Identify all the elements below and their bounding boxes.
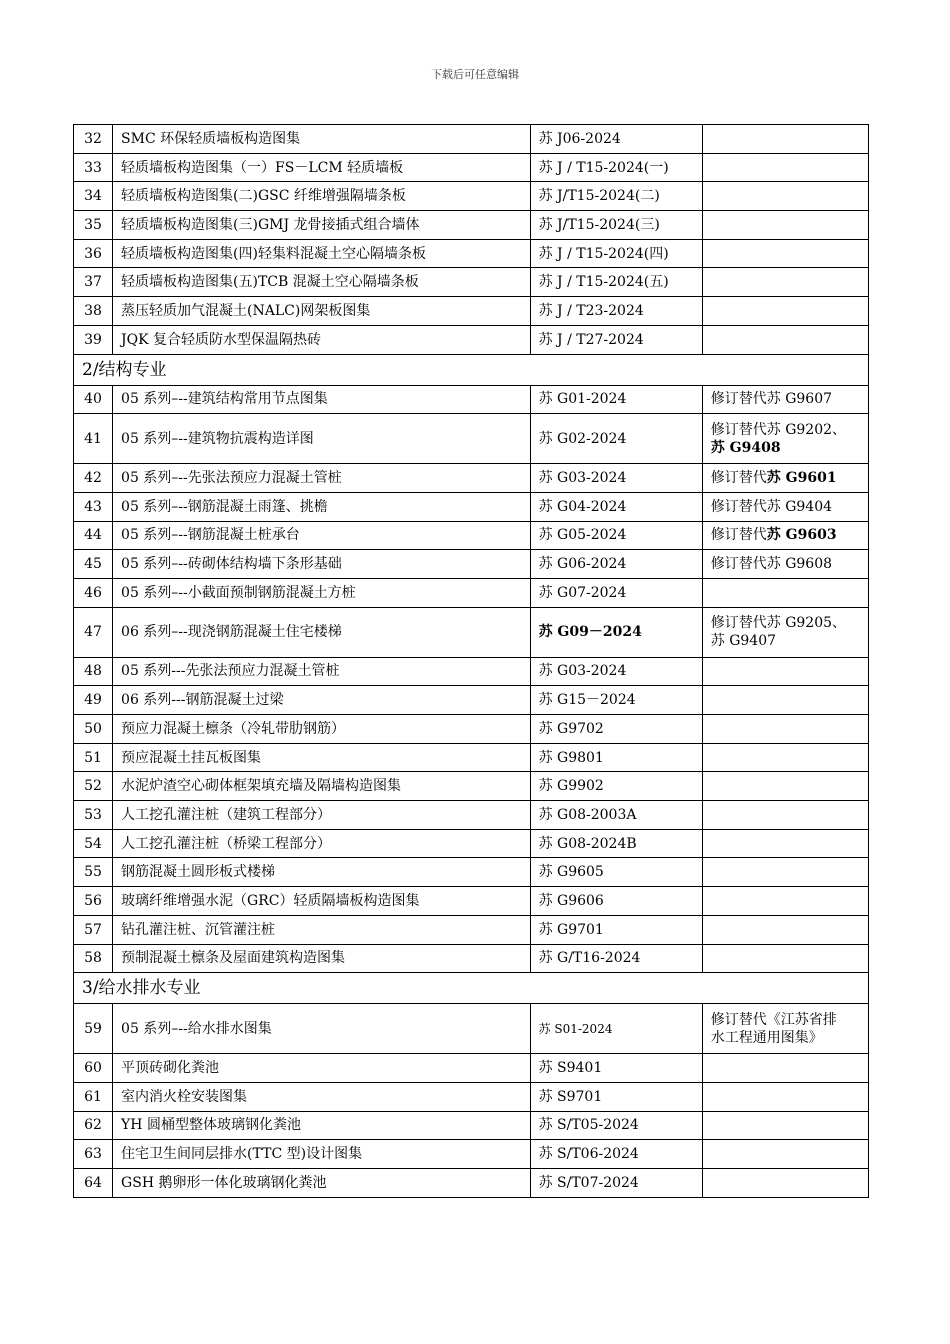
table-row (74, 772, 869, 801)
revision-note (702, 858, 868, 887)
atlas-name: 05 系列–--先张法预应力混凝土管桩 (113, 464, 531, 493)
revision-note-text: 修订替代苏 G9202、 (710, 421, 847, 438)
revision-note-code: 苏 G9603 (766, 527, 837, 544)
revision-note (702, 492, 868, 521)
row-number: 41 (74, 414, 113, 464)
row-number: 49 (74, 686, 113, 715)
table-row (74, 1054, 869, 1083)
revision-note (702, 1140, 868, 1169)
table-row (74, 550, 869, 579)
atlas-code: 苏 S/T06-2024 (530, 1140, 702, 1169)
table-row (74, 297, 869, 326)
row-number: 43 (74, 492, 113, 521)
revision-note (702, 1168, 868, 1197)
table-row (74, 1111, 869, 1140)
table-row (74, 657, 869, 686)
table-row (74, 239, 869, 268)
atlas-code: 苏 G9801 (530, 743, 702, 772)
atlas-name: GSH 鹅卵形一体化玻璃钢化粪池 (113, 1168, 531, 1197)
table-row (74, 1140, 869, 1169)
section-header-row (74, 354, 869, 385)
row-number: 42 (74, 464, 113, 493)
table-row (74, 464, 869, 493)
table-row (74, 1004, 869, 1054)
table-row (74, 743, 869, 772)
table-row (74, 801, 869, 830)
row-number: 58 (74, 944, 113, 973)
atlas-code: 苏 J / T27-2024 (530, 325, 702, 354)
table-row (74, 325, 869, 354)
revision-note-code: 苏 G9601 (766, 470, 837, 487)
row-number: 62 (74, 1111, 113, 1140)
atlas-code: 苏 G9702 (530, 715, 702, 744)
atlas-name: 预应力混凝土檩条（冷轧带肋钢筋） (113, 715, 531, 744)
atlas-name: 人工挖孔灌注桩（桥梁工程部分） (113, 829, 531, 858)
revision-note (702, 211, 868, 240)
revision-note (702, 1054, 868, 1083)
atlas-code: 苏 G9605 (530, 858, 702, 887)
atlas-code: 苏 G03-2024 (530, 464, 702, 493)
table-row (74, 887, 869, 916)
atlas-name: 室内消火栓安装图集 (113, 1082, 531, 1111)
atlas-code: 苏 G/T16-2024 (530, 944, 702, 973)
atlas-name: 蒸压轻质加气混凝土(NALC)网架板图集 (113, 297, 531, 326)
row-number: 39 (74, 325, 113, 354)
atlas-code: 苏 G9902 (530, 772, 702, 801)
revision-note (702, 1082, 868, 1111)
atlas-name: 住宅卫生间同层排水(TTC 型)设计图集 (113, 1140, 531, 1169)
atlas-code: 苏 G07-2024 (530, 578, 702, 607)
revision-note (702, 125, 868, 154)
revision-note (702, 414, 868, 464)
atlas-code: 苏 J / T15-2024(四) (530, 239, 702, 268)
atlas-name: 轻质墙板构造图集(四)轻集料混凝土空心隔墙条板 (113, 239, 531, 268)
row-number: 63 (74, 1140, 113, 1169)
atlas-code: 苏 G02-2024 (530, 414, 702, 464)
atlas-code: 苏 J / T23-2024 (530, 297, 702, 326)
row-number: 33 (74, 153, 113, 182)
atlas-code: 苏 S01-2024 (530, 1004, 702, 1054)
revision-note-text: 苏 G9407 (710, 633, 777, 650)
atlas-code: 苏 G08-2024B (530, 829, 702, 858)
atlas-name: 玻璃纤维增强水泥（GRC）轻质隔墙板构造图集 (113, 887, 531, 916)
row-number: 44 (74, 521, 113, 550)
atlas-code: 苏 S9401 (530, 1054, 702, 1083)
revision-note (702, 686, 868, 715)
atlas-name: 钻孔灌注桩、沉管灌注桩 (113, 915, 531, 944)
revision-note (702, 550, 868, 579)
atlas-code: 苏 G15－2024 (530, 686, 702, 715)
table-row (74, 153, 869, 182)
atlas-code: 苏 J / T15-2024(五) (530, 268, 702, 297)
atlas-name: 05 系列–--给水排水图集 (113, 1004, 531, 1054)
atlas-code: 苏 S/T07-2024 (530, 1168, 702, 1197)
row-number: 55 (74, 858, 113, 887)
section-title: 3/给水排水专业 (74, 973, 869, 1004)
revision-note-text: 修订替代苏 G9404 (710, 498, 833, 515)
atlas-code: 苏 G05-2024 (530, 521, 702, 550)
revision-note-text: 修订替代苏 G9608 (710, 556, 833, 573)
row-number: 38 (74, 297, 113, 326)
row-number: 45 (74, 550, 113, 579)
revision-note (702, 297, 868, 326)
revision-note (702, 657, 868, 686)
revision-note (702, 944, 868, 973)
atlas-name: 平顶砖砌化粪池 (113, 1054, 531, 1083)
atlas-code: 苏 G08-2003A (530, 801, 702, 830)
page-header: 下载后可任意编辑 (431, 68, 519, 81)
revision-note-text: 水工程通用图集》 (710, 1029, 823, 1046)
catalog-body (74, 125, 869, 1198)
row-number: 48 (74, 657, 113, 686)
revision-note (702, 464, 868, 493)
revision-note (702, 325, 868, 354)
atlas-name: 轻质墙板构造图集(二)GSC 纤维增强隔墙条板 (113, 182, 531, 211)
atlas-name: 05 系列–--建筑结构常用节点图集 (113, 385, 531, 414)
table-row (74, 211, 869, 240)
revision-note-text: 修订替代 (710, 470, 767, 487)
atlas-code: 苏 J/T15-2024(三) (530, 211, 702, 240)
atlas-name: 轻质墙板构造图集（一）FS－LCM 轻质墙板 (113, 153, 531, 182)
atlas-code: 苏 J/T15-2024(二) (530, 182, 702, 211)
atlas-name: 轻质墙板构造图集(五)TCB 混凝土空心隔墙条板 (113, 268, 531, 297)
table-row (74, 414, 869, 464)
atlas-name: 05 系列–--建筑物抗震构造详图 (113, 414, 531, 464)
revision-note (702, 772, 868, 801)
revision-note (702, 743, 868, 772)
row-number: 56 (74, 887, 113, 916)
row-number: 57 (74, 915, 113, 944)
atlas-name: 05 系列–--小截面预制钢筋混凝土方桩 (113, 578, 531, 607)
revision-note (702, 239, 868, 268)
atlas-name: YH 圆桶型整体玻璃钢化粪池 (113, 1111, 531, 1140)
revision-note (702, 521, 868, 550)
revision-note (702, 385, 868, 414)
revision-note-text: 修订替代 (710, 527, 767, 544)
revision-note (702, 607, 868, 657)
table-row (74, 607, 869, 657)
table-row (74, 1168, 869, 1197)
row-number: 37 (74, 268, 113, 297)
revision-note (702, 578, 868, 607)
atlas-name: 05 系列–--钢筋混凝土桩承台 (113, 521, 531, 550)
row-number: 34 (74, 182, 113, 211)
table-row (74, 1082, 869, 1111)
row-number: 46 (74, 578, 113, 607)
table-row (74, 578, 869, 607)
row-number: 64 (74, 1168, 113, 1197)
atlas-code: 苏 S9701 (530, 1082, 702, 1111)
row-number: 51 (74, 743, 113, 772)
table-row (74, 915, 869, 944)
atlas-name: 05 系列---先张法预应力混凝土管桩 (113, 657, 531, 686)
atlas-name: 06 系列---钢筋混凝土过梁 (113, 686, 531, 715)
row-number: 52 (74, 772, 113, 801)
row-number: 54 (74, 829, 113, 858)
atlas-code: 苏 G9606 (530, 887, 702, 916)
table-row (74, 715, 869, 744)
atlas-name: 水泥炉渣空心砌体框架填充墙及隔墙构造图集 (113, 772, 531, 801)
atlas-name: 05 系列–--钢筋混凝土雨篷、挑檐 (113, 492, 531, 521)
revision-note-text: 修订替代苏 G9205、 (710, 615, 847, 632)
atlas-code: 苏 G03-2024 (530, 657, 702, 686)
atlas-name: 人工挖孔灌注桩（建筑工程部分） (113, 801, 531, 830)
row-number: 35 (74, 211, 113, 240)
revision-note (702, 887, 868, 916)
atlas-code: 苏 G06-2024 (530, 550, 702, 579)
atlas-name: 预制混凝土檩条及屋面建筑构造图集 (113, 944, 531, 973)
atlas-code: 苏 G09－2024 (530, 607, 702, 657)
revision-note (702, 1111, 868, 1140)
revision-note-text: 修订替代苏 G9607 (710, 391, 833, 408)
table-row (74, 385, 869, 414)
table-row (74, 858, 869, 887)
section-header-row (74, 973, 869, 1004)
atlas-code: 苏 G01-2024 (530, 385, 702, 414)
table-row (74, 268, 869, 297)
atlas-code: 苏 J / T15-2024(一) (530, 153, 702, 182)
row-number: 40 (74, 385, 113, 414)
revision-note (702, 801, 868, 830)
atlas-name: 预应混凝土挂瓦板图集 (113, 743, 531, 772)
atlas-name: 06 系列–--现浇钢筋混凝土住宅楼梯 (113, 607, 531, 657)
table-row (74, 125, 869, 154)
row-number: 50 (74, 715, 113, 744)
revision-note (702, 829, 868, 858)
table-row (74, 686, 869, 715)
revision-note (702, 182, 868, 211)
row-number: 32 (74, 125, 113, 154)
row-number: 53 (74, 801, 113, 830)
standards-catalog-table (73, 124, 869, 1198)
atlas-name: SMC 环保轻质墙板构造图集 (113, 125, 531, 154)
table-row (74, 829, 869, 858)
atlas-name: JQK 复合轻质防水型保温隔热砖 (113, 325, 531, 354)
table-row (74, 521, 869, 550)
revision-note (702, 268, 868, 297)
table-row (74, 182, 869, 211)
revision-note (702, 1004, 868, 1054)
atlas-code: 苏 S/T05-2024 (530, 1111, 702, 1140)
revision-note (702, 153, 868, 182)
section-title: 2/结构专业 (74, 354, 869, 385)
revision-note-text: 修订替代《江苏省排 (710, 1011, 837, 1028)
row-number: 61 (74, 1082, 113, 1111)
revision-note-text: 苏 G9408 (710, 439, 781, 456)
revision-note (702, 915, 868, 944)
revision-note (702, 715, 868, 744)
table-row (74, 944, 869, 973)
atlas-code: 苏 J06-2024 (530, 125, 702, 154)
atlas-name: 轻质墙板构造图集(三)GMJ 龙骨接插式组合墙体 (113, 211, 531, 240)
atlas-code: 苏 G9701 (530, 915, 702, 944)
atlas-name: 钢筋混凝土圆形板式楼梯 (113, 858, 531, 887)
atlas-name: 05 系列–--砖砌体结构墙下条形基础 (113, 550, 531, 579)
table-row (74, 492, 869, 521)
row-number: 59 (74, 1004, 113, 1054)
row-number: 47 (74, 607, 113, 657)
row-number: 36 (74, 239, 113, 268)
row-number: 60 (74, 1054, 113, 1083)
atlas-code: 苏 G04-2024 (530, 492, 702, 521)
